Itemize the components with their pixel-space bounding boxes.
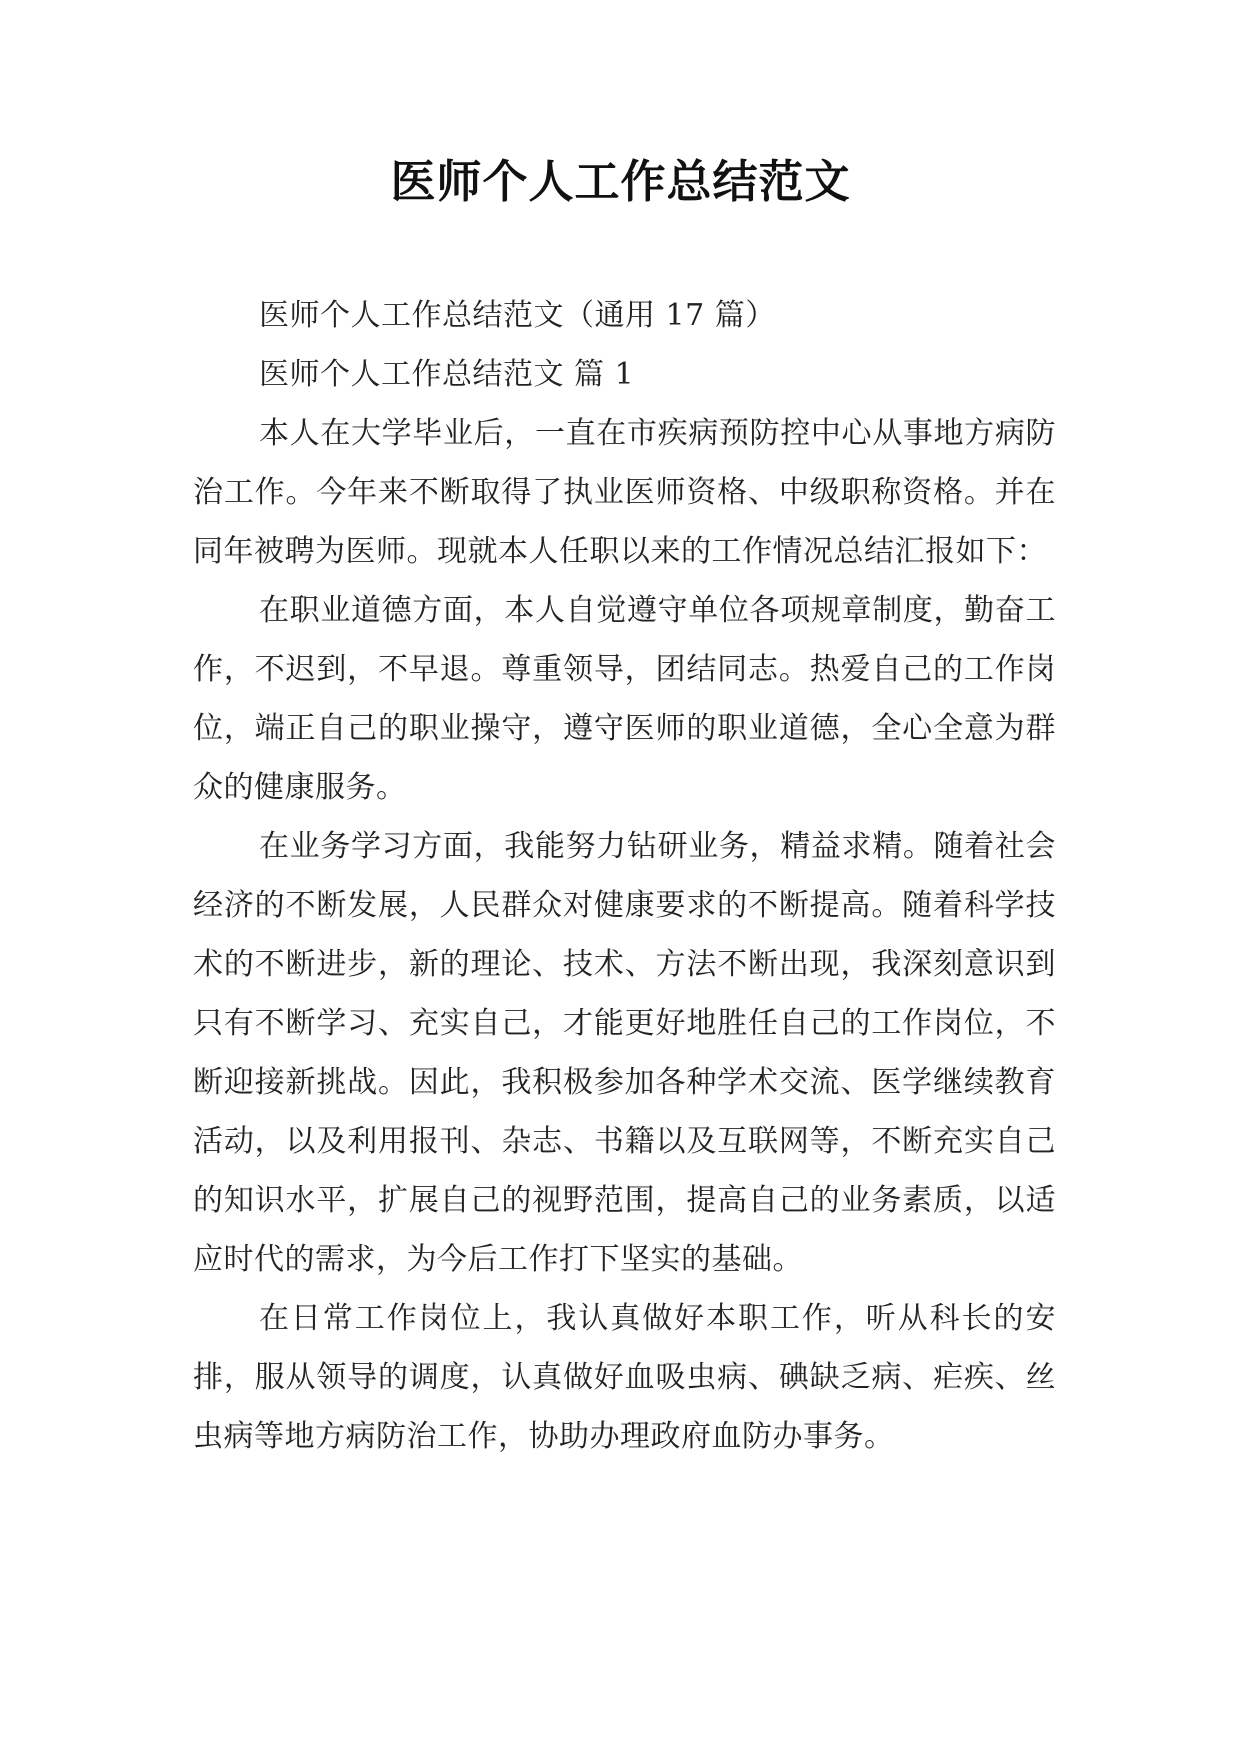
document-body xyxy=(193,286,1056,1466)
body-paragraph: 在职业道德方面，本人自觉遵守单位各项规章制度，勤奋工作，不迟到，不早退。尊重领导，团结同志。热爱自己的工作岗位，端正自己的职业操守，遵守医师的职业道德，全心全意为群众的健康服务。 xyxy=(193,593,1056,805)
body-paragraph: 在业务学习方面，我能努力钻研业务，精益求精。随着社会经济的不断发展，人民群众对健康要求的不断提高。随着科学技术的不断进步，新的理论、技术、方法不断出现，我深刻意识到只有不断学习、充实自己，才能更好地胜任自己的工作岗位，不断迎接新挑战。因此，我积极参加各种学术交流、医学继续教育活动，以及利用报刊、杂志、书籍以及互联网等，不断充实自己的知识水平，扩展自己的视野范围，提高自己的业务素质，以适应时代的需求，为今后工作打下坚实的基础。 xyxy=(193,829,1056,1277)
section-heading: 医师个人工作总结范文 篇 1 xyxy=(259,357,635,392)
document-title: 医师个人工作总结范文 xyxy=(390,155,851,208)
subtitle-paragraph: 医师个人工作总结范文（通用 17 篇） xyxy=(259,298,776,333)
body-paragraph: 在日常工作岗位上，我认真做好本职工作，听从科长的安排，服从领导的调度，认真做好血吸虫病、碘缺乏病、疟疾、丝虫病等地方病防治工作，协助办理政府血防办事务。 xyxy=(193,1301,1056,1454)
body-paragraph: 本人在大学毕业后，一直在市疾病预防控中心从事地方病防治工作。今年来不断取得了执业医师资格、中级职称资格。并在同年被聘为医师。现就本人任职以来的工作情况总结汇报如下： xyxy=(193,416,1056,569)
